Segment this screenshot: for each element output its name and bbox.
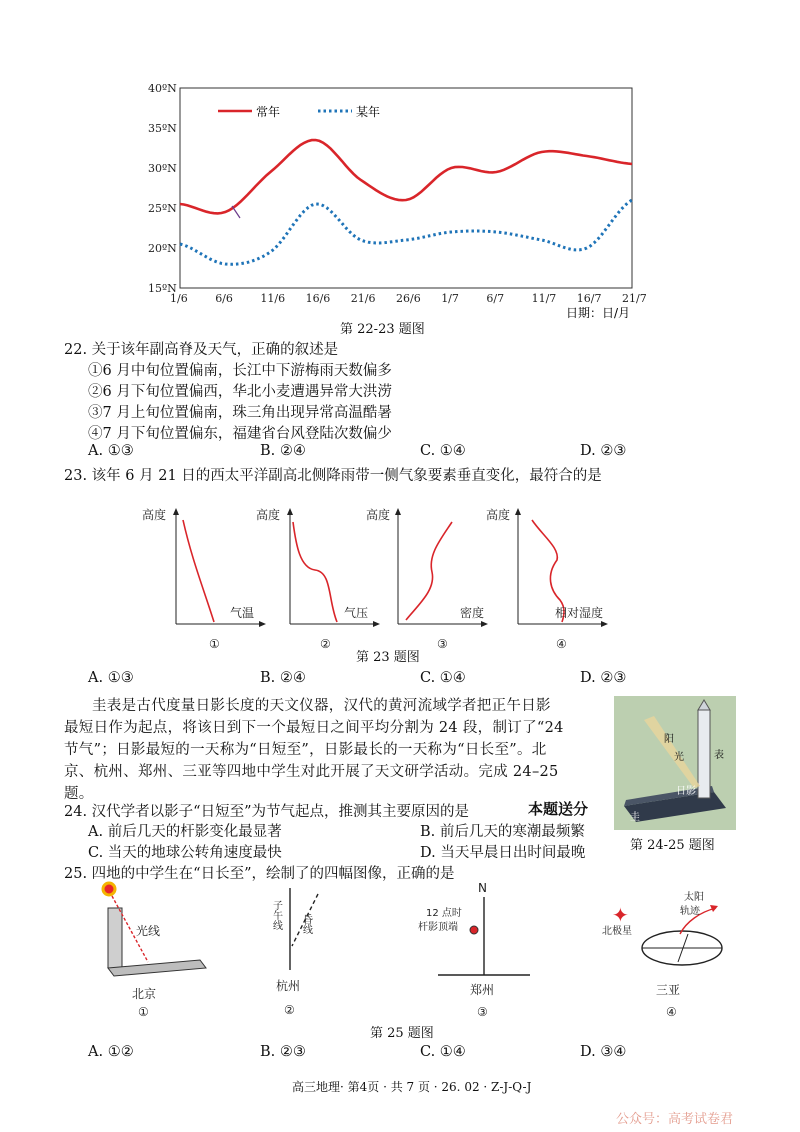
q23-option-c[interactable]: C. ①④	[420, 670, 466, 686]
x-tick-label: 11/7	[531, 292, 557, 305]
arrow-mark	[232, 206, 240, 218]
chart-legend	[218, 104, 380, 119]
gnomon-caption: 第 24-25 题图	[630, 838, 715, 853]
svg-text:高度: 高度	[486, 508, 511, 522]
svg-text:阳: 阳	[664, 734, 674, 745]
q24-option-b[interactable]: B. 前后几天的寒潮最频繁	[420, 824, 585, 840]
q25-option-a[interactable]: A. ①②	[88, 1044, 134, 1060]
svg-text:高度: 高度	[256, 508, 281, 522]
q23-graph-2	[256, 507, 380, 650]
svg-text:光: 光	[674, 752, 684, 763]
passage-line-4: 京、杭州、郑州、三亚等四地中学生对此开展了天文研学活动。完成 24–25	[64, 764, 559, 780]
q22-item-1: ①6 月中旬位置偏南，长江中下游梅雨天数偏多	[88, 363, 392, 379]
q23-stem: 23. 该年 6 月 21 日的西太平洋副高北侧降雨带一侧气象要素垂直变化，最符合的是	[64, 468, 602, 484]
svg-text:杆影顶端: 杆影顶端	[418, 922, 458, 933]
svg-text:北京: 北京	[132, 987, 157, 1001]
svg-text:表: 表	[714, 750, 724, 761]
q22-stem: 22. 关于该年副高脊及天气，正确的叙述是	[64, 342, 339, 358]
svg-text:①: ①	[138, 1005, 149, 1019]
svg-text:高度: 高度	[366, 508, 391, 522]
q24-stem: 24. 汉代学者以影子“日短至”为节气起点，推测其主要原因的是	[64, 804, 469, 820]
watermark: 公众号：高考试卷君	[616, 1112, 734, 1127]
svg-text:三亚: 三亚	[656, 983, 681, 997]
q23-option-b[interactable]: B. ②④	[260, 670, 306, 686]
q22-option-c[interactable]: C. ①④	[420, 443, 466, 459]
svg-text:②: ②	[320, 637, 331, 650]
series-year-line	[180, 200, 632, 264]
svg-text:光线: 光线	[136, 924, 161, 938]
svg-text:12 点时: 12 点时	[426, 908, 462, 919]
svg-text:日影: 日影	[676, 786, 696, 797]
x-tick-label: 16/7	[576, 292, 602, 305]
q23-graph-3	[366, 507, 488, 650]
svg-text:高度: 高度	[142, 508, 167, 522]
q25-option-c[interactable]: C. ①④	[420, 1044, 466, 1060]
series-normal-line	[180, 140, 632, 213]
q22-item-3: ③7 月上旬位置偏南，珠三角出现异常高温酷暑	[88, 405, 392, 421]
passage-line-3: 节气”；日影最短的一天称为“日短至”，日影最长的一天称为“日长至”。北	[64, 742, 547, 758]
x-tick-label: 6/6	[215, 292, 233, 305]
q25-fig-2	[271, 888, 319, 1017]
y-tick-label: 20ºN	[148, 242, 177, 255]
q24-stamp: 本题送分	[528, 800, 589, 818]
svg-text:太阳: 太阳	[684, 892, 704, 903]
svg-text:圭: 圭	[630, 812, 640, 823]
passage-line-5: 题。	[64, 786, 94, 802]
legend-normal-label: 常年	[256, 105, 281, 119]
y-tick-label: 35ºN	[148, 122, 177, 135]
star-icon: ✦	[612, 903, 629, 927]
x-tick-label: 26/6	[396, 292, 421, 305]
x-unit-label: 日期：日/月	[566, 306, 631, 320]
q23-graph-4	[486, 507, 608, 650]
y-tick-label: 25ºN	[148, 202, 177, 215]
gnomon-figure	[614, 696, 736, 830]
svg-text:气温: 气温	[230, 606, 255, 620]
q22-item-2: ②6 月下旬位置偏西，华北小麦遭遇异常大洪涝	[88, 384, 392, 400]
passage-line-1: 圭表是古代度量日影长度的天文仪器，汉代的黄河流域学者把正午日影	[92, 698, 551, 714]
svg-text:密度: 密度	[460, 606, 485, 620]
svg-text:气压: 气压	[344, 606, 369, 620]
q25-stem: 25. 四地的中学生在“日长至”，绘制了的四幅图像，正确的是	[64, 866, 455, 882]
svg-text:①: ①	[209, 637, 220, 650]
svg-text:杭州: 杭州	[276, 979, 301, 993]
q24-option-c[interactable]: C. 当天的地球公转角速度最快	[88, 845, 282, 861]
q23-graphs	[130, 500, 650, 650]
svg-text:N: N	[478, 881, 487, 895]
legend-year-label: 某年	[356, 105, 381, 119]
q24-option-a[interactable]: A. 前后几天的杆影变化最显著	[88, 824, 282, 840]
latitude-line-chart	[140, 84, 660, 324]
x-tick-label: 16/6	[305, 292, 331, 305]
x-tick-label: 6/7	[486, 292, 505, 305]
q23-graph-1	[142, 507, 266, 650]
y-tick-label: 15ºN	[148, 282, 177, 295]
svg-text:北极星: 北极星	[602, 926, 632, 937]
q25-fig-4	[602, 890, 722, 1019]
page-footer: 高三地理· 第4页 · 共 7 页 · 26. 02 · Z-J-Q-J	[292, 1080, 532, 1094]
svg-text:昏线: 昏线	[300, 914, 312, 934]
x-tick-label: 1/6	[170, 292, 188, 305]
svg-text:②: ②	[284, 1003, 295, 1017]
svg-text:③: ③	[477, 1005, 488, 1019]
x-tick-label: 21/7	[622, 292, 647, 305]
passage-line-2: 最短日作为起点，将该日到下一个最短日之间平均分割为 24 段，制订了“24	[64, 720, 564, 736]
q22-option-b[interactable]: B. ②④	[260, 443, 306, 459]
x-tick-label: 11/6	[260, 292, 286, 305]
q23-option-a[interactable]: A. ①③	[88, 670, 134, 686]
q25-option-b[interactable]: B. ②③	[260, 1044, 306, 1060]
q22-option-d[interactable]: D. ②③	[580, 443, 627, 459]
x-tick-label: 21/6	[350, 292, 376, 305]
q23-option-d[interactable]: D. ②③	[580, 670, 627, 686]
svg-text:轨迹: 轨迹	[680, 906, 700, 917]
svg-text:④: ④	[556, 637, 567, 650]
q25-option-d[interactable]: D. ③④	[580, 1044, 627, 1060]
y-tick-label: 30ºN	[148, 162, 177, 175]
q22-item-4: ④7 月下旬位置偏东，福建省台风登陆次数偏少	[88, 426, 392, 442]
chart-frame	[180, 88, 632, 288]
svg-text:③: ③	[437, 637, 448, 650]
svg-text:相对湿度: 相对湿度	[555, 606, 604, 620]
q23-caption: 第 23 题图	[356, 650, 420, 665]
x-tick-label: 1/7	[441, 292, 459, 305]
svg-text:④: ④	[666, 1005, 677, 1019]
chart-caption: 第 22-23 题图	[340, 322, 425, 337]
q25-fig-1	[103, 883, 206, 1019]
q22-option-a[interactable]: A. ①③	[88, 443, 134, 459]
sun-icon	[103, 883, 115, 895]
svg-text:子午线: 子午线	[270, 900, 282, 930]
q25-caption: 第 25 题图	[370, 1026, 434, 1041]
y-tick-label: 40ºN	[148, 84, 177, 95]
q24-option-d[interactable]: D. 当天早晨日出时间最晚	[420, 845, 586, 861]
q25-fig-3	[418, 881, 530, 1019]
q25-figures	[90, 880, 770, 1020]
svg-text:郑州: 郑州	[470, 983, 495, 997]
